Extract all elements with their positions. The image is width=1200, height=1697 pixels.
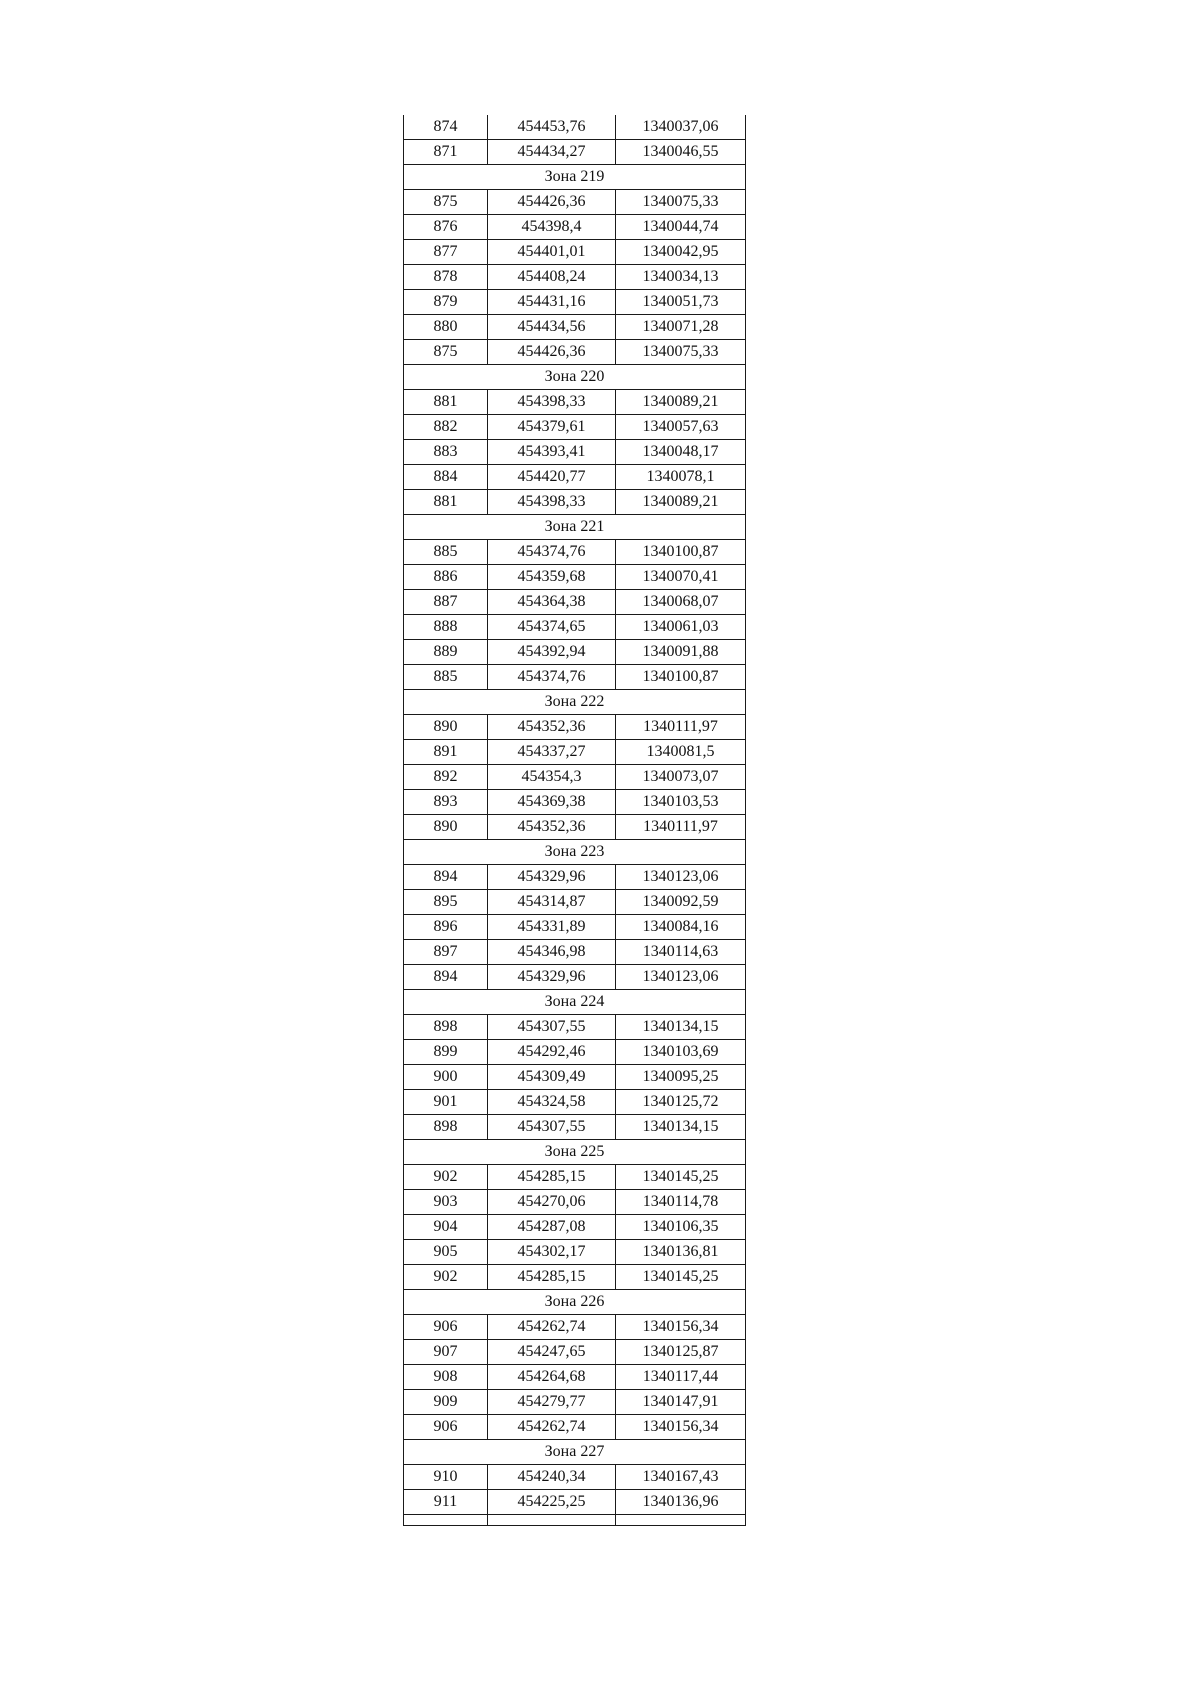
y-coordinate-cell: 1340044,74 bbox=[616, 215, 746, 240]
x-coordinate-cell: 454398,33 bbox=[488, 390, 616, 415]
x-coordinate-cell: 454369,38 bbox=[488, 790, 616, 815]
table-row bbox=[404, 265, 746, 290]
zone-header-row bbox=[404, 690, 746, 715]
point-number-cell: 902 bbox=[404, 1265, 488, 1290]
table-row bbox=[404, 915, 746, 940]
x-coordinate-cell: 454420,77 bbox=[488, 465, 616, 490]
table-row bbox=[404, 1315, 746, 1340]
point-number-cell: 879 bbox=[404, 290, 488, 315]
y-coordinate-cell: 1340114,78 bbox=[616, 1190, 746, 1215]
point-number-cell: 893 bbox=[404, 790, 488, 815]
x-coordinate-cell: 454225,25 bbox=[488, 1490, 616, 1515]
point-number-cell: 905 bbox=[404, 1240, 488, 1265]
x-coordinate-cell: 454398,33 bbox=[488, 490, 616, 515]
zone-header-row bbox=[404, 840, 746, 865]
y-coordinate-cell: 1340092,59 bbox=[616, 890, 746, 915]
table-row bbox=[404, 1415, 746, 1440]
y-coordinate-cell: 1340103,53 bbox=[616, 790, 746, 815]
zone-label: Зона 227 bbox=[404, 1440, 746, 1465]
y-coordinate-cell: 1340125,72 bbox=[616, 1090, 746, 1115]
table-row bbox=[404, 640, 746, 665]
x-coordinate-cell: 454374,76 bbox=[488, 665, 616, 690]
table-row bbox=[404, 115, 746, 140]
point-number-cell: 881 bbox=[404, 390, 488, 415]
x-coordinate-cell: 454379,61 bbox=[488, 415, 616, 440]
point-number-cell: 896 bbox=[404, 915, 488, 940]
point-number-cell: 900 bbox=[404, 1065, 488, 1090]
y-coordinate-cell: 1340061,03 bbox=[616, 615, 746, 640]
x-coordinate-cell: 454285,15 bbox=[488, 1165, 616, 1190]
table-row bbox=[404, 715, 746, 740]
x-coordinate-cell: 454262,74 bbox=[488, 1415, 616, 1440]
x-coordinate-cell: 454408,24 bbox=[488, 265, 616, 290]
y-coordinate-cell: 1340046,55 bbox=[616, 140, 746, 165]
y-coordinate-cell: 1340114,63 bbox=[616, 940, 746, 965]
y-coordinate-cell: 1340075,33 bbox=[616, 190, 746, 215]
table-row bbox=[404, 940, 746, 965]
table-row bbox=[404, 1015, 746, 1040]
y-coordinate-cell: 1340089,21 bbox=[616, 490, 746, 515]
table-row bbox=[404, 615, 746, 640]
point-number-cell: 902 bbox=[404, 1165, 488, 1190]
zone-label: Зона 219 bbox=[404, 165, 746, 190]
y-coordinate-cell: 1340145,25 bbox=[616, 1265, 746, 1290]
y-coordinate-cell: 1340123,06 bbox=[616, 965, 746, 990]
point-number-cell: 906 bbox=[404, 1315, 488, 1340]
coordinates-table bbox=[403, 115, 746, 1526]
table-row bbox=[404, 540, 746, 565]
point-number-cell: 890 bbox=[404, 715, 488, 740]
x-coordinate-cell: 454352,36 bbox=[488, 815, 616, 840]
y-coordinate-cell: 1340145,25 bbox=[616, 1165, 746, 1190]
point-number-cell: 882 bbox=[404, 415, 488, 440]
y-coordinate-cell: 1340147,91 bbox=[616, 1390, 746, 1415]
y-coordinate-cell: 1340100,87 bbox=[616, 540, 746, 565]
point-number-cell: 885 bbox=[404, 665, 488, 690]
table-row bbox=[404, 415, 746, 440]
table-row bbox=[404, 190, 746, 215]
y-coordinate-cell: 1340081,5 bbox=[616, 740, 746, 765]
table-row bbox=[404, 1365, 746, 1390]
x-coordinate-cell: 454331,89 bbox=[488, 915, 616, 940]
empty-cell bbox=[404, 1515, 488, 1526]
point-number-cell: 887 bbox=[404, 590, 488, 615]
x-coordinate-cell: 454374,76 bbox=[488, 540, 616, 565]
point-number-cell: 895 bbox=[404, 890, 488, 915]
x-coordinate-cell: 454262,74 bbox=[488, 1315, 616, 1340]
y-coordinate-cell: 1340095,25 bbox=[616, 1065, 746, 1090]
x-coordinate-cell: 454374,65 bbox=[488, 615, 616, 640]
y-coordinate-cell: 1340071,28 bbox=[616, 315, 746, 340]
x-coordinate-cell: 454434,56 bbox=[488, 315, 616, 340]
zone-label: Зона 221 bbox=[404, 515, 746, 540]
x-coordinate-cell: 454270,06 bbox=[488, 1190, 616, 1215]
table-row bbox=[404, 1190, 746, 1215]
y-coordinate-cell: 1340136,81 bbox=[616, 1240, 746, 1265]
y-coordinate-cell: 1340084,16 bbox=[616, 915, 746, 940]
y-coordinate-cell: 1340042,95 bbox=[616, 240, 746, 265]
table-row bbox=[404, 465, 746, 490]
table-row bbox=[404, 390, 746, 415]
point-number-cell: 897 bbox=[404, 940, 488, 965]
x-coordinate-cell: 454401,01 bbox=[488, 240, 616, 265]
zone-label: Зона 224 bbox=[404, 990, 746, 1015]
table-row bbox=[404, 740, 746, 765]
point-number-cell: 894 bbox=[404, 865, 488, 890]
table-row bbox=[404, 1340, 746, 1365]
x-coordinate-cell: 454453,76 bbox=[488, 115, 616, 140]
table-row bbox=[404, 590, 746, 615]
y-coordinate-cell: 1340034,13 bbox=[616, 265, 746, 290]
y-coordinate-cell: 1340111,97 bbox=[616, 815, 746, 840]
y-coordinate-cell: 1340091,88 bbox=[616, 640, 746, 665]
table-row bbox=[404, 665, 746, 690]
table-row bbox=[404, 215, 746, 240]
table-row bbox=[404, 440, 746, 465]
zone-header-row bbox=[404, 1290, 746, 1315]
y-coordinate-cell: 1340156,34 bbox=[616, 1415, 746, 1440]
y-coordinate-cell: 1340057,63 bbox=[616, 415, 746, 440]
y-coordinate-cell: 1340070,41 bbox=[616, 565, 746, 590]
y-coordinate-cell: 1340134,15 bbox=[616, 1115, 746, 1140]
point-number-cell: 892 bbox=[404, 765, 488, 790]
table-row bbox=[404, 1040, 746, 1065]
x-coordinate-cell: 454352,36 bbox=[488, 715, 616, 740]
point-number-cell: 901 bbox=[404, 1090, 488, 1115]
table-row bbox=[404, 240, 746, 265]
point-number-cell: 889 bbox=[404, 640, 488, 665]
point-number-cell: 876 bbox=[404, 215, 488, 240]
table-row bbox=[404, 965, 746, 990]
table-row bbox=[404, 1215, 746, 1240]
point-number-cell: 898 bbox=[404, 1015, 488, 1040]
y-coordinate-cell: 1340078,1 bbox=[616, 465, 746, 490]
table-row bbox=[404, 1465, 746, 1490]
x-coordinate-cell: 454431,16 bbox=[488, 290, 616, 315]
x-coordinate-cell: 454314,87 bbox=[488, 890, 616, 915]
x-coordinate-cell: 454307,55 bbox=[488, 1115, 616, 1140]
zone-header-row bbox=[404, 990, 746, 1015]
y-coordinate-cell: 1340103,69 bbox=[616, 1040, 746, 1065]
x-coordinate-cell: 454434,27 bbox=[488, 140, 616, 165]
x-coordinate-cell: 454398,4 bbox=[488, 215, 616, 240]
empty-cell bbox=[488, 1515, 616, 1526]
y-coordinate-cell: 1340136,96 bbox=[616, 1490, 746, 1515]
point-number-cell: 877 bbox=[404, 240, 488, 265]
point-number-cell: 911 bbox=[404, 1490, 488, 1515]
table-row bbox=[404, 1490, 746, 1515]
x-coordinate-cell: 454264,68 bbox=[488, 1365, 616, 1390]
zone-label: Зона 226 bbox=[404, 1290, 746, 1315]
table-row bbox=[404, 565, 746, 590]
x-coordinate-cell: 454393,41 bbox=[488, 440, 616, 465]
x-coordinate-cell: 454240,34 bbox=[488, 1465, 616, 1490]
table-row bbox=[404, 790, 746, 815]
y-coordinate-cell: 1340134,15 bbox=[616, 1015, 746, 1040]
x-coordinate-cell: 454392,94 bbox=[488, 640, 616, 665]
x-coordinate-cell: 454329,96 bbox=[488, 865, 616, 890]
table-row bbox=[404, 1115, 746, 1140]
coordinates-table-body bbox=[404, 115, 746, 1526]
y-coordinate-cell: 1340117,44 bbox=[616, 1365, 746, 1390]
table-row bbox=[404, 290, 746, 315]
x-coordinate-cell: 454307,55 bbox=[488, 1015, 616, 1040]
x-coordinate-cell: 454309,49 bbox=[488, 1065, 616, 1090]
x-coordinate-cell: 454426,36 bbox=[488, 190, 616, 215]
point-number-cell: 886 bbox=[404, 565, 488, 590]
table-row bbox=[404, 865, 746, 890]
point-number-cell: 904 bbox=[404, 1215, 488, 1240]
point-number-cell: 899 bbox=[404, 1040, 488, 1065]
x-coordinate-cell: 454426,36 bbox=[488, 340, 616, 365]
point-number-cell: 907 bbox=[404, 1340, 488, 1365]
point-number-cell: 906 bbox=[404, 1415, 488, 1440]
x-coordinate-cell: 454279,77 bbox=[488, 1390, 616, 1415]
x-coordinate-cell: 454292,46 bbox=[488, 1040, 616, 1065]
y-coordinate-cell: 1340089,21 bbox=[616, 390, 746, 415]
x-coordinate-cell: 454354,3 bbox=[488, 765, 616, 790]
zone-label: Зона 225 bbox=[404, 1140, 746, 1165]
x-coordinate-cell: 454285,15 bbox=[488, 1265, 616, 1290]
point-number-cell: 875 bbox=[404, 340, 488, 365]
x-coordinate-cell: 454324,58 bbox=[488, 1090, 616, 1115]
x-coordinate-cell: 454329,96 bbox=[488, 965, 616, 990]
zone-header-row bbox=[404, 1440, 746, 1465]
table-row bbox=[404, 340, 746, 365]
table-row bbox=[404, 1390, 746, 1415]
point-number-cell: 888 bbox=[404, 615, 488, 640]
table-row bbox=[404, 1265, 746, 1290]
zone-label: Зона 222 bbox=[404, 690, 746, 715]
x-coordinate-cell: 454247,65 bbox=[488, 1340, 616, 1365]
x-coordinate-cell: 454359,68 bbox=[488, 565, 616, 590]
empty-row bbox=[404, 1515, 746, 1526]
y-coordinate-cell: 1340075,33 bbox=[616, 340, 746, 365]
point-number-cell: 878 bbox=[404, 265, 488, 290]
table-row bbox=[404, 1165, 746, 1190]
point-number-cell: 884 bbox=[404, 465, 488, 490]
x-coordinate-cell: 454287,08 bbox=[488, 1215, 616, 1240]
y-coordinate-cell: 1340051,73 bbox=[616, 290, 746, 315]
zone-label: Зона 223 bbox=[404, 840, 746, 865]
point-number-cell: 890 bbox=[404, 815, 488, 840]
zone-header-row bbox=[404, 165, 746, 190]
table-row bbox=[404, 1090, 746, 1115]
y-coordinate-cell: 1340068,07 bbox=[616, 590, 746, 615]
point-number-cell: 891 bbox=[404, 740, 488, 765]
point-number-cell: 910 bbox=[404, 1465, 488, 1490]
x-coordinate-cell: 454302,17 bbox=[488, 1240, 616, 1265]
empty-cell bbox=[616, 1515, 746, 1526]
y-coordinate-cell: 1340106,35 bbox=[616, 1215, 746, 1240]
point-number-cell: 894 bbox=[404, 965, 488, 990]
point-number-cell: 871 bbox=[404, 140, 488, 165]
y-coordinate-cell: 1340037,06 bbox=[616, 115, 746, 140]
table-row bbox=[404, 890, 746, 915]
y-coordinate-cell: 1340125,87 bbox=[616, 1340, 746, 1365]
table-row bbox=[404, 815, 746, 840]
table-row bbox=[404, 140, 746, 165]
zone-label: Зона 220 bbox=[404, 365, 746, 390]
point-number-cell: 881 bbox=[404, 490, 488, 515]
point-number-cell: 903 bbox=[404, 1190, 488, 1215]
point-number-cell: 909 bbox=[404, 1390, 488, 1415]
table-row bbox=[404, 765, 746, 790]
point-number-cell: 875 bbox=[404, 190, 488, 215]
zone-header-row bbox=[404, 365, 746, 390]
y-coordinate-cell: 1340048,17 bbox=[616, 440, 746, 465]
y-coordinate-cell: 1340073,07 bbox=[616, 765, 746, 790]
x-coordinate-cell: 454337,27 bbox=[488, 740, 616, 765]
table-row bbox=[404, 1240, 746, 1265]
point-number-cell: 898 bbox=[404, 1115, 488, 1140]
table-row bbox=[404, 490, 746, 515]
y-coordinate-cell: 1340123,06 bbox=[616, 865, 746, 890]
table-row bbox=[404, 1065, 746, 1090]
point-number-cell: 885 bbox=[404, 540, 488, 565]
y-coordinate-cell: 1340111,97 bbox=[616, 715, 746, 740]
x-coordinate-cell: 454364,38 bbox=[488, 590, 616, 615]
x-coordinate-cell: 454346,98 bbox=[488, 940, 616, 965]
point-number-cell: 880 bbox=[404, 315, 488, 340]
y-coordinate-cell: 1340100,87 bbox=[616, 665, 746, 690]
zone-header-row bbox=[404, 1140, 746, 1165]
point-number-cell: 908 bbox=[404, 1365, 488, 1390]
point-number-cell: 883 bbox=[404, 440, 488, 465]
y-coordinate-cell: 1340156,34 bbox=[616, 1315, 746, 1340]
point-number-cell: 874 bbox=[404, 115, 488, 140]
zone-header-row bbox=[404, 515, 746, 540]
y-coordinate-cell: 1340167,43 bbox=[616, 1465, 746, 1490]
table-row bbox=[404, 315, 746, 340]
